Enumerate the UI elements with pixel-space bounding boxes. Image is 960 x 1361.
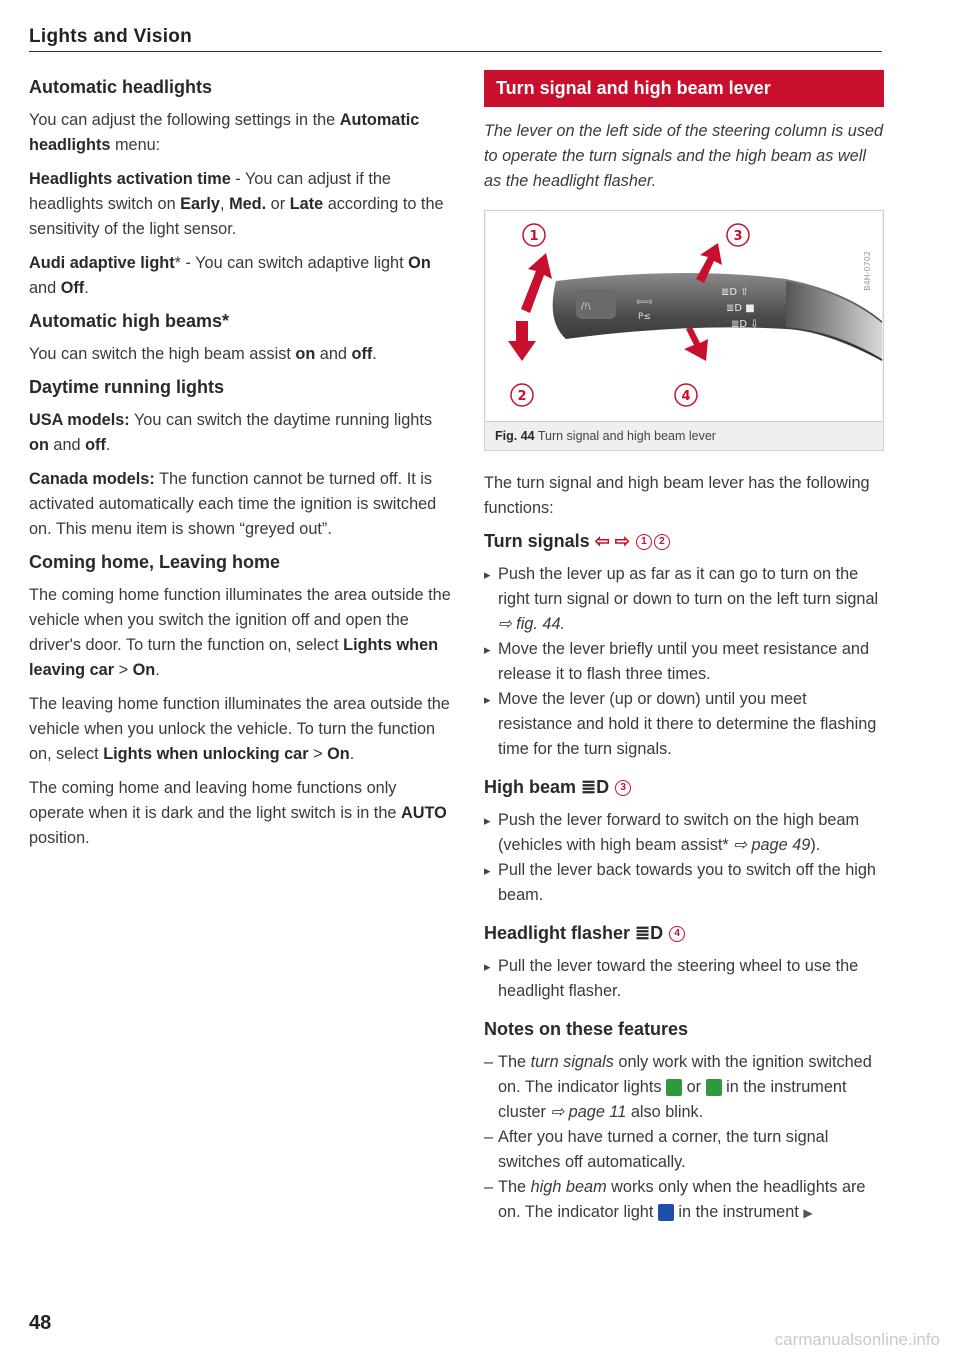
coming-home-paragraph: The coming home function illuminates the area outside the vehicle when you switch the ignition off and open the driver's door. To turn the function on, select Lights when leaving car > On. (29, 586, 451, 679)
auto-high-beams-paragraph: You can switch the high beam assist on and off. (29, 345, 377, 363)
lever-base (786, 281, 882, 359)
list-item: ▸ Pull the lever back towards you to switch off the high beam. (484, 858, 884, 908)
left-turn-indicator-icon (666, 1079, 682, 1096)
continue-arrow-icon: ▶ (803, 1206, 813, 1220)
fig-ref-link[interactable]: ⇨ fig. 44. (498, 615, 566, 633)
list-item: – After you have turned a corner, the turn signal switches off automatically. (484, 1125, 884, 1175)
usa-models-paragraph: USA models: You can switch the daytime running lights on and off. (29, 411, 433, 454)
figure-code: B4H-0702 (863, 251, 872, 291)
activation-time-paragraph: Headlights activation time - You can adjust if the headlights switch on Early, Med. or Late according to the sensitivity of the light sensor. (29, 170, 444, 238)
svg-text:⇦⇨: ⇦⇨ (636, 297, 653, 308)
headlight-flasher-title: Headlight flasher ≣D 4 (484, 922, 884, 944)
figure-44 (484, 210, 884, 451)
callout-3-label: 3 (733, 229, 743, 244)
svg-text:≣D ■: ≣D ■ (726, 303, 755, 314)
coming-leaving-home-title: Coming home, Leaving home (29, 552, 281, 572)
callout-2-label: 2 (517, 389, 527, 404)
left-column (29, 70, 453, 860)
svg-text:≣D ⇩: ≣D ⇩ (731, 319, 759, 330)
list-item: ▸ Move the lever briefly until you meet resistance and release it to flash three times. (484, 637, 884, 687)
arrow-back-icon (684, 327, 708, 361)
daytime-lights-title: Daytime running lights (29, 377, 225, 397)
svg-text:/!\: /!\ (581, 302, 591, 312)
right-column (484, 70, 884, 1226)
adaptive-light-paragraph: Audi adaptive light* - You can switch adaptive light On and Off. (29, 254, 431, 297)
svg-text:≣D ⇧: ≣D ⇧ (721, 287, 749, 298)
notes-title: Notes on these features (484, 1019, 689, 1039)
headlight-flasher-list (484, 954, 884, 1004)
turn-signals-list (484, 562, 884, 762)
list-item: – The high beam works only when the headlights are on. The indicator light in the instrument ▶ (484, 1175, 884, 1226)
list-item: ▸ Push the lever forward to switch on the high beam (vehicles with high beam assist* ⇨ page 49). (484, 808, 884, 858)
arrow-up-icon (521, 253, 552, 313)
both-functions-paragraph: The coming home and leaving home functions only operate when it is dark and the light switch is in the AUTO position. (29, 779, 447, 847)
high-beam-list (484, 808, 884, 908)
page-number: 48 (29, 1312, 52, 1334)
list-item: ▸ Push the lever up as far as it can go to turn on the right turn signal or down to turn on the left turn signal ⇨ fig. 44. (484, 562, 884, 637)
auto-headlights-title: Automatic headlights (29, 77, 213, 97)
page-ref-link[interactable]: ⇨ page 49 (733, 836, 811, 854)
svg-text:P≤: P≤ (638, 312, 651, 322)
auto-headlights-intro: You can adjust the following settings in the Automatic headlights menu: (29, 111, 420, 154)
high-beam-indicator-icon (658, 1204, 674, 1221)
section-title-bar: Turn signal and high beam lever (484, 70, 884, 107)
canada-models-paragraph: Canada models: The function cannot be turned off. It is activated automatically each time the ignition is switched on. This menu item is shown “greyed out”. (29, 470, 437, 538)
header-rule (29, 51, 882, 52)
notes-list (484, 1050, 884, 1226)
leaving-home-paragraph: The leaving home function illuminates the area outside the vehicle when you unlock the vehicle. To turn the function on, select Lights when unlocking car > On. (29, 695, 450, 763)
turn-signals-title: Turn signals ⇦ ⇨ 1 2 (484, 530, 884, 552)
right-turn-indicator-icon (706, 1079, 722, 1096)
list-item: ▸ Pull the lever toward the steering wheel to use the headlight flasher. (484, 954, 884, 1004)
lever-illustration (486, 211, 882, 422)
callout-1-label: 1 (529, 229, 539, 244)
section-intro: The lever on the left side of the steering column is used to operate the turn signals and the high beam as well as the headlight flasher. (484, 122, 884, 190)
lever-intro: The turn signal and high beam lever has the following functions: (484, 474, 870, 517)
callout-4-label: 4 (681, 389, 691, 404)
auto-high-beams-title: Automatic high beams* (29, 311, 230, 331)
page-ref-link[interactable]: ⇨ page 11 (550, 1103, 627, 1121)
watermark: carmanualsonline.info (774, 1330, 940, 1349)
figure-caption: Fig. 44 Turn signal and high beam lever (495, 429, 716, 443)
page-header-title: Lights and Vision (29, 26, 193, 47)
list-item: – The turn signals only work with the ignition switched on. The indicator lights or in the instrument cluster ⇨ page 11 also blink. (484, 1050, 884, 1125)
arrow-down-icon (508, 321, 536, 361)
list-item: ▸ Move the lever (up or down) until you meet resistance and hold it there to determine the flashing time for the turn signals. (484, 687, 884, 762)
lever-drawing (486, 211, 882, 421)
high-beam-title: High beam ≣D 3 (484, 776, 884, 798)
